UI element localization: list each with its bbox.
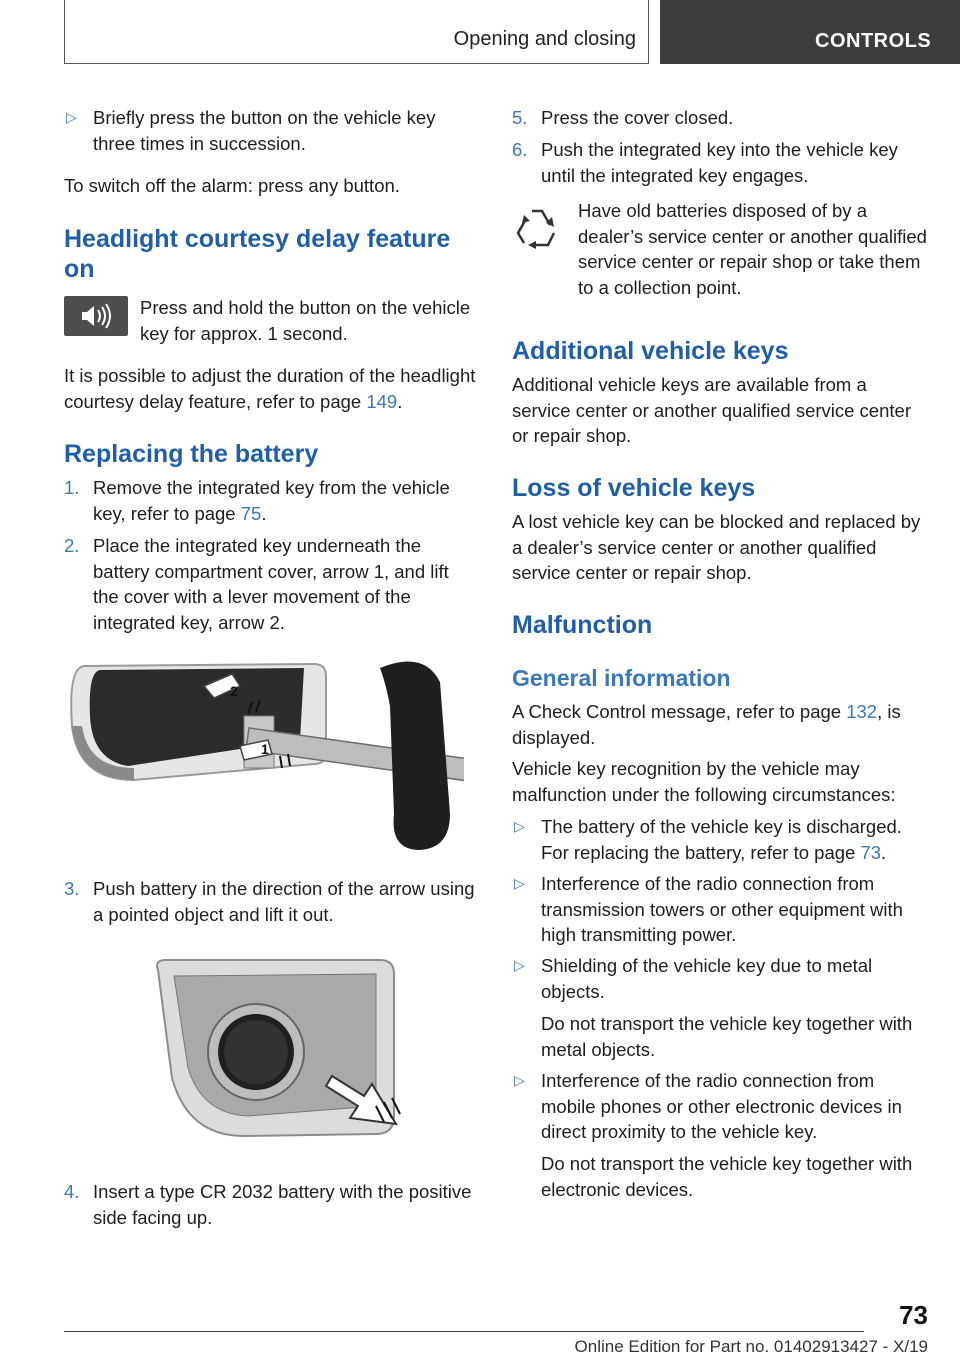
triangle-bullet-icon: ▷ (66, 109, 77, 125)
edition-footer: Online Edition for Part no. 01402913427 - X/19 (574, 1337, 928, 1356)
heading-loss-of-keys: Loss of vehicle keys (512, 474, 756, 502)
metal-objects-note: Do not transport the vehicle key together with metal objects. (541, 1013, 913, 1060)
page-link-73[interactable]: 73 (860, 841, 882, 863)
battery-removal-figure (144, 956, 444, 1140)
figure-arrow-1-label: 1 (261, 741, 269, 757)
page-number: 73 (899, 1300, 928, 1330)
additional-keys-text: Additional vehicle keys are available from a service center or another qualified service center or repair shop. (512, 374, 911, 446)
list-item: 1. Remove the integrated key from the vehicle key, refer to page 75. (64, 477, 450, 524)
headlight-adjust-text: It is possible to adjust the duration of the headlight courtesy delay feature, refer to page 149. (64, 365, 476, 412)
triangle-bullet-icon: ▷ (514, 875, 525, 891)
triangle-bullet-icon: ▷ (514, 818, 525, 834)
triangle-bullet-icon: ▷ (514, 1072, 525, 1088)
check-control-text: A Check Control message, refer to page 132, is displayed. (512, 701, 901, 748)
page-link-75[interactable]: 75 (240, 502, 262, 524)
list-item: ▷ The battery of the vehicle key is discharged. For replacing the battery, refer to page 73. (514, 816, 902, 863)
list-item: ▷ Briefly press the button on the vehicle key three times in succession. (66, 107, 436, 154)
heading-headlight-courtesy: Headlight courtesy delay feature on (64, 225, 451, 283)
list-item: 6. Push the integrated key into the vehicle key until the integrated key engages. (512, 139, 898, 186)
page-link-149[interactable]: 149 (366, 390, 398, 412)
footer-rule (64, 1331, 864, 1332)
battery-cover-lever-figure (64, 656, 464, 852)
heading-general-information: General information (512, 665, 731, 691)
list-item: ▷ Interference of the radio connection from mobile phones or other electronic devices in direct proximity to the vehicle key. (514, 1070, 902, 1142)
header-bottom-rule (64, 63, 648, 64)
page-link-132[interactable]: 132 (846, 701, 878, 722)
section-title: Opening and closing (453, 28, 636, 50)
list-item: 2. Place the integrated key underneath the battery compartment cover, arrow 1, and lift the cover with a lever movement of the integrated key, arrow 2. (64, 535, 449, 633)
figure-arrow-2-label: 2 (230, 683, 238, 699)
list-item: ▷ Shielding of the vehicle key due to metal objects. (514, 955, 873, 1002)
list-item: ▷ Interference of the radio connection from transmission towers or other equipment with high transmitting power. (514, 873, 903, 945)
header-divider (648, 0, 649, 64)
header-left-rule (64, 0, 65, 64)
speaker-key-button-icon (64, 296, 128, 336)
heading-additional-keys: Additional vehicle keys (512, 337, 789, 365)
headlight-instruction: Press and hold the button on the vehicle key for approx. 1 second. (140, 297, 471, 344)
recognition-text: Vehicle key recognition by the vehicle may malfunction under the following circumstances: (512, 758, 896, 805)
alarm-off-text: To switch off the alarm: press any button. (64, 175, 400, 196)
list-item: 4. Insert a type CR 2032 battery with the positive side facing up. (64, 1181, 472, 1228)
triangle-bullet-icon: ▷ (514, 957, 525, 973)
recycle-notice: Have old batteries disposed of by a dealer’s service center or another qualified service center or repair shop or take them to a collection point. (578, 200, 927, 298)
heading-replacing-battery: Replacing the battery (64, 440, 319, 468)
heading-malfunction: Malfunction (512, 611, 653, 639)
loss-of-keys-text: A lost vehicle key can be blocked and replaced by a dealer’s service center or another qualified service center or repair shop. (512, 511, 921, 583)
electronic-devices-note: Do not transport the vehicle key together with electronic devices. (541, 1153, 913, 1200)
chapter-tab: CONTROLS (660, 0, 960, 64)
list-item: 5. Press the cover closed. (512, 107, 734, 128)
list-item: 3. Push battery in the direction of the arrow using a pointed object and lift it out. (64, 878, 475, 925)
